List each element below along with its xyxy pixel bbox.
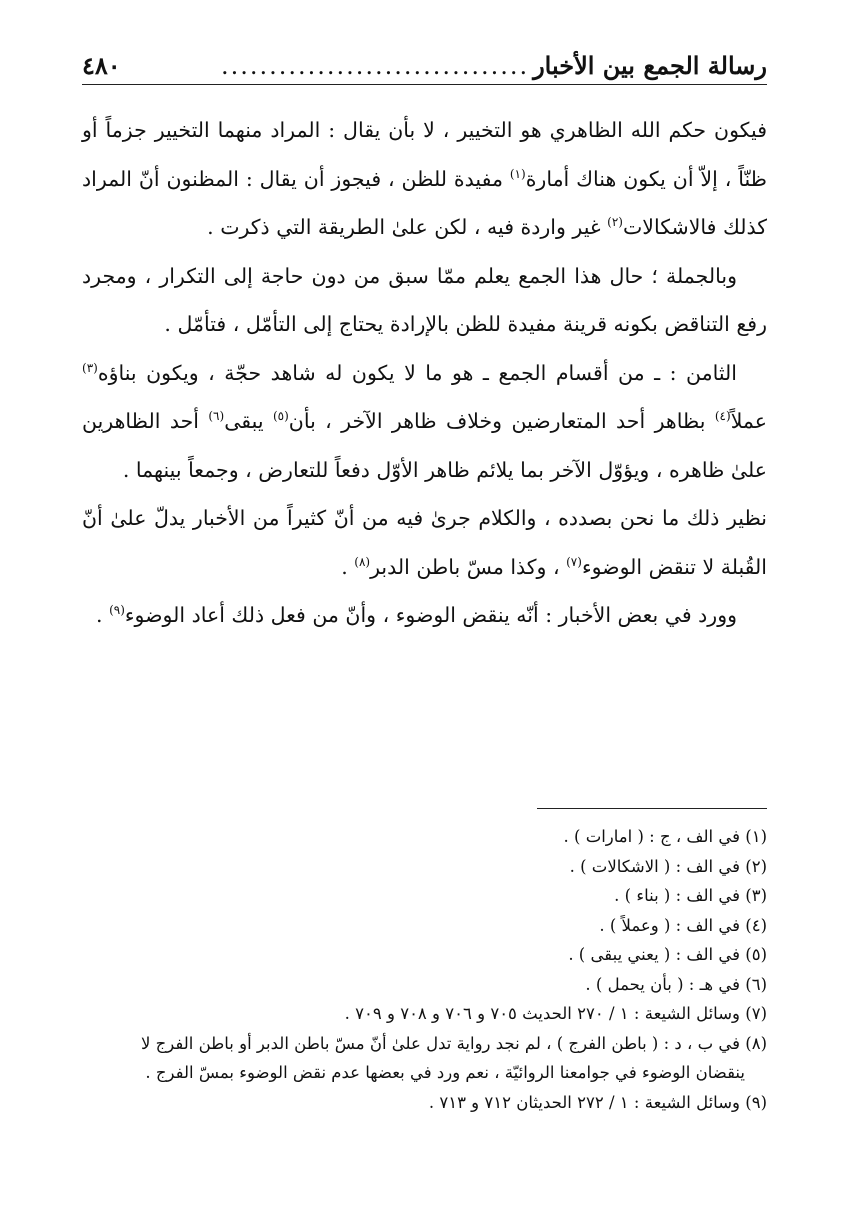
header-leader-dots: ................................ (220, 52, 530, 80)
footnote-ref-2: (٢) (607, 215, 623, 230)
footnote-ref-6: (٦) (208, 409, 225, 424)
footnote-ref-9: (٩) (109, 603, 125, 618)
footnote-4: (٤) في الف : ( وعملاً ) . (599, 915, 767, 935)
footnote-3: (٣) في الف : ( بناء ) . (614, 886, 767, 905)
footnote-ref-4: (٤) (714, 409, 731, 424)
footnote-8: (٨) في ب ، د : ( باطن الفرج ) ، لم نجد رواية تدل علىٰ أنّ مسّ باطن الدبر أو باطن الفرج لا (140, 1033, 767, 1053)
footnote-5: (٥) في الف : ( يعني يبقى ) . (568, 945, 767, 964)
footnote-8-continued: ينقضان الوضوء في جوامعنا الروائيّة ، نعم ورد في بعضها عدم نقض الوضوء بمسّ الفرج . (145, 1063, 745, 1082)
text-run: الثامن : ـ من أقسام الجمع ـ هو ما لا يكون له شاهد حجّة ، ويكون بناؤه (97, 360, 737, 385)
paragraph-3 (82, 349, 767, 495)
footnotes (82, 822, 767, 1117)
paragraph-2: وبالجملة ؛ حال هذا الجمع يعلم ممّا سبق من دون حاجة إلى التكرار ، ومجرد رفع التناقض بكونه قرينة مفيدة للظن بالإرادة يحتاج إلى التأمّل ، فتأمّل . (82, 263, 767, 336)
text-run: نظير ذلك ما نحن بصدده ، والكلام جرىٰ فيه من أنّ كثيراً من الأخبار يدلّ علىٰ أنّ القُبلة لا تنقض الوضوء (82, 506, 767, 579)
footnote-ref-8: (٨) (354, 554, 371, 569)
footnote-ref-5: (٥) (272, 409, 289, 424)
text-run: وورد في بعض الأخبار : أنّه ينقض الوضوء ، وأنّ من فعل ذلك أعاد الوضوء (124, 603, 737, 627)
page-number: ٤٨٠ (82, 51, 121, 80)
footnote-6: (٦) في هـ : ( بأن يحمل ) . (585, 974, 767, 994)
paragraph-5 (82, 591, 767, 640)
text-run: يبقى (224, 409, 273, 433)
text-run: فيكون حكم الله الظاهري هو التخيير ، لا بأن يقال : المراد منهما التخيير جزماً أو ظنّاً ، إلاّ أن يكون هناك أمارة (82, 118, 767, 191)
paragraph-1 (82, 106, 767, 252)
text-run: غير واردة فيه ، لكن علىٰ الطريقة التي ذكرت . (207, 215, 608, 239)
footnote-ref-3: (٣) (82, 360, 98, 375)
running-title: رسالة الجمع بين الأخبار (533, 51, 767, 80)
footnote-1: (١) في الف ، ج : ( امارات ) . (563, 827, 767, 846)
header-rule (82, 84, 767, 85)
footnote-ref-1: (١) (509, 166, 526, 181)
main-text (82, 106, 767, 640)
footnote-2: (٢) في الف : ( الاشكالات ) . (569, 856, 767, 876)
footnote-7: (٧) وسائل الشيعة : ١ / ٢٧٠ الحديث ٧٠٥ و ٧٠٦ و ٧٠٨ و ٧٠٩ . (344, 1004, 767, 1023)
text-run: أحد الظاهرين علىٰ ظاهره ، ويؤوّل الآخر بما يلائم ظاهر الأوّل دفعاً للتعارض ، وجمعاً بينهما . (82, 409, 767, 482)
footnote-ref-7: (٧) (566, 554, 582, 569)
running-header (82, 44, 767, 80)
text-run: عملاً (730, 409, 768, 433)
footnote-separator (537, 808, 767, 809)
text-run: مفيدة للظن ، فيجوز أن يقال : المظنون أنّ المراد كذلك فالاشكالات (82, 166, 767, 239)
text-run: . (96, 603, 110, 627)
text-run: ، وكذا مسّ باطن الدبر (370, 554, 567, 579)
text-run: . (341, 554, 355, 579)
text-run: بظاهر أحد المتعارضين وخلاف ظاهر الآخر ، بأن (288, 409, 715, 433)
footnote-9: (٩) وسائل الشيعة : ١ / ٢٧٢ الحديثان ٧١٢ و ٧١٣ . (428, 1092, 767, 1112)
paragraph-4 (82, 494, 767, 591)
